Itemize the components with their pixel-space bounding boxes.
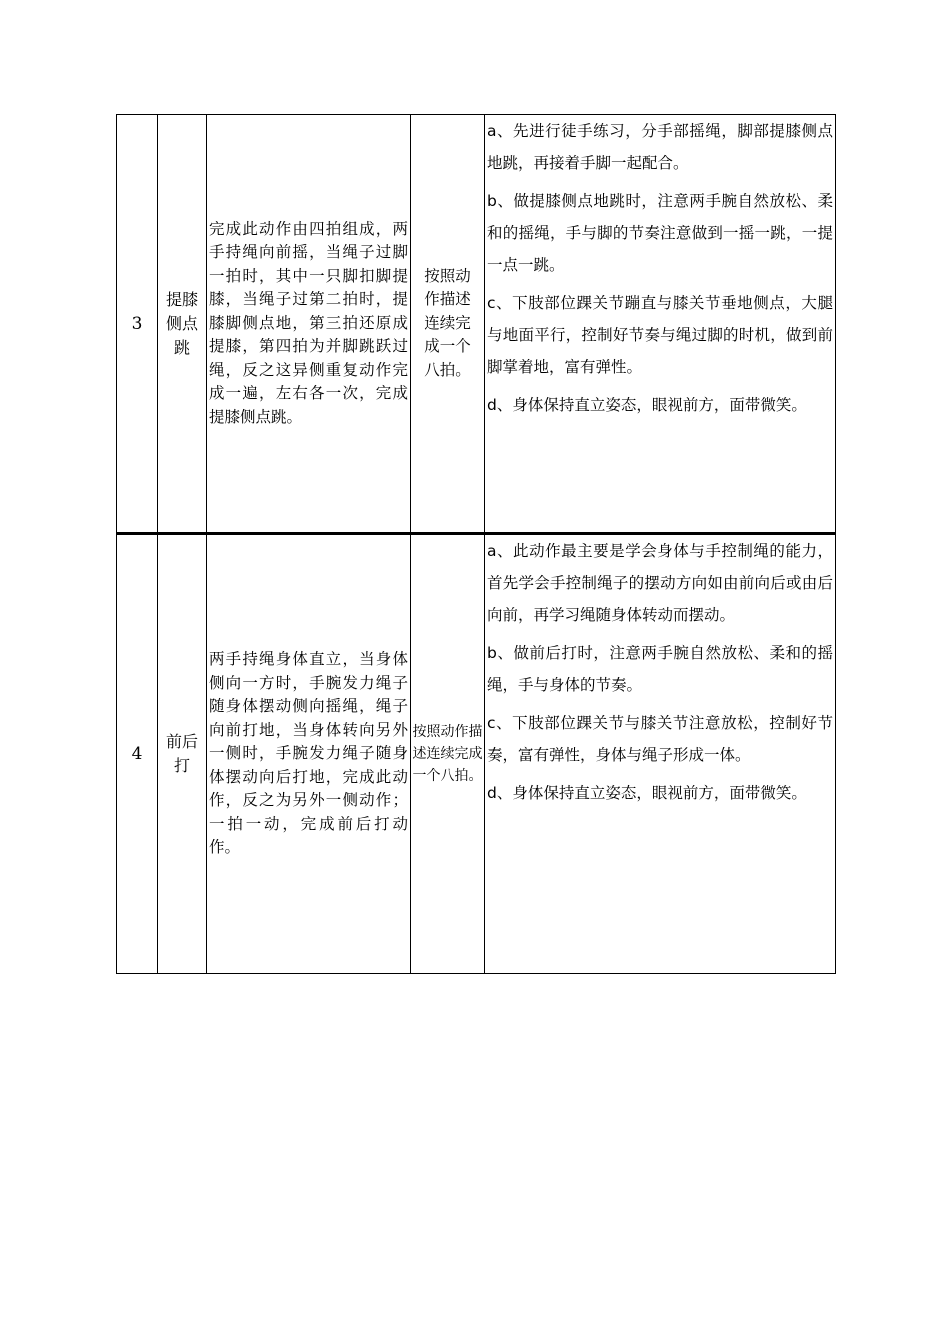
table-row bbox=[117, 534, 836, 974]
exercise-key-points bbox=[485, 534, 836, 974]
exercise-requirement bbox=[411, 534, 485, 974]
exercise-name-text: 前后打 bbox=[165, 732, 198, 775]
exercise-name bbox=[158, 115, 207, 534]
key-point-letter: a bbox=[487, 122, 497, 140]
key-point-letter: c bbox=[487, 294, 496, 312]
key-point-text: 、做提膝侧点地跳时，注意两手腕自然放松、柔和的摇绳，手与脚的节奏注意做到一摇一跳，一提一点一跳。 bbox=[487, 192, 833, 274]
exercise-name bbox=[158, 534, 207, 974]
key-point bbox=[487, 185, 833, 281]
key-point bbox=[487, 535, 833, 631]
key-point bbox=[487, 777, 833, 809]
exercise-description: 完成此动作由四拍组成，两手持绳向前摇，当绳子过脚一拍时，其中一只脚扣脚提膝，当绳子过第二拍时，提膝脚侧点地，第三拍还原成提膝，第四拍为并脚跳跃过绳，反之这异侧重复动作完成一遍，左右各一次，完成提膝侧点跳。 bbox=[207, 115, 411, 534]
key-point-text: 、下肢部位踝关节与膝关节注意放松，控制好节奏，富有弹性，身体与绳子形成一体。 bbox=[487, 714, 833, 764]
key-point bbox=[487, 287, 833, 383]
key-point-letter: c bbox=[487, 714, 496, 732]
row-number: 4 bbox=[117, 534, 158, 974]
key-point bbox=[487, 637, 833, 701]
key-point-text: 、此动作最主要是学会身体与手控制绳的能力，首先学会手控制绳子的摆动方向如由前向后或由后向前，再学习绳随身体转动而摆动。 bbox=[487, 542, 833, 624]
key-point-letter: b bbox=[487, 644, 497, 662]
exercise-key-points bbox=[485, 115, 836, 534]
exercise-requirement-text: 按照动作描述连续完成一个八拍。 bbox=[412, 724, 483, 784]
key-point bbox=[487, 115, 833, 179]
key-point-text: 、身体保持直立姿态，眼视前方，面带微笑。 bbox=[496, 784, 807, 802]
key-point-letter: d bbox=[487, 396, 497, 414]
key-point-letter: d bbox=[487, 784, 497, 802]
exercise-description: 两手持绳身体直立，当身体侧向一方时，手腕发力绳子随身体摆动侧向摇绳，绳子向前打地，当身体转向另外一侧时，手腕发力绳子随身体摆动向后打地，完成此动作，反之为另外一侧动作；一拍一动，完成前后打动作。 bbox=[207, 534, 411, 974]
key-point bbox=[487, 389, 833, 421]
exercise-name-text: 提膝侧点跳 bbox=[165, 289, 198, 357]
key-point-text: 、做前后打时，注意两手腕自然放松、柔和的摇绳，手与身体的节奏。 bbox=[487, 644, 833, 694]
key-point-letter: a bbox=[487, 542, 497, 560]
key-point-text: 、身体保持直立姿态，眼视前方，面带微笑。 bbox=[496, 396, 807, 414]
exercise-table bbox=[116, 114, 836, 974]
key-point-text: 、先进行徒手练习，分手部摇绳，脚部提膝侧点地跳，再接着手脚一起配合。 bbox=[487, 122, 833, 172]
row-number: 3 bbox=[117, 115, 158, 534]
key-point-text: 、下肢部位踝关节蹦直与膝关节垂地侧点，大腿与地面平行，控制好节奏与绳过脚的时机，做到前脚掌着地，富有弹性。 bbox=[487, 294, 833, 376]
key-point-letter: b bbox=[487, 192, 497, 210]
exercise-requirement bbox=[411, 115, 485, 534]
exercise-requirement-text: 按照动作描述连续完成一个八拍。 bbox=[424, 266, 471, 379]
key-point bbox=[487, 707, 833, 771]
table-row bbox=[117, 115, 836, 534]
